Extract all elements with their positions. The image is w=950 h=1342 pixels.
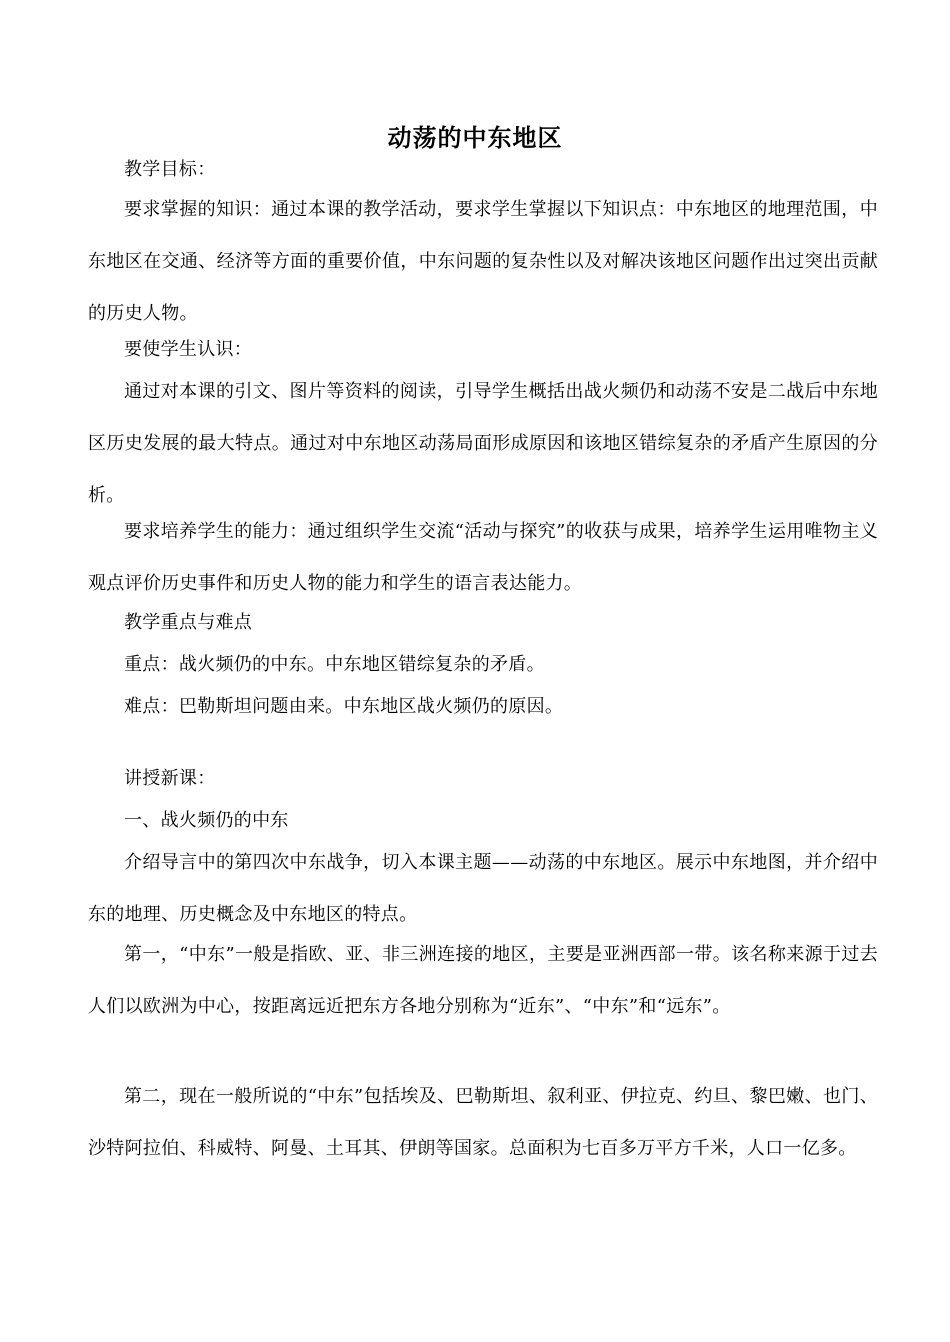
section-heading-1: 一、战火频仍的中东 (124, 810, 289, 831)
paragraph-second-point: 第二，现在一般所说的“中东”包括埃及、巴勒斯坦、叙利亚、伊拉克、约旦、黎巴嫩、也门、沙特阿拉伯、科威特、阿曼、土耳其、伊朗等国家。总面积为七百多万平方千米，人口一亿多。 (88, 1086, 878, 1159)
paragraph-awareness-heading: 要使学生认识： (124, 339, 253, 360)
paragraph-new-lesson-heading: 讲授新课： (124, 768, 216, 789)
paragraph-awareness-content: 通过对本课的引文、图片等资料的阅读，引导学生概括出战火频仍和动荡不安是二战后中东地区历史发展的最大特点。通过对中东地区动荡局面形成原因和该地区错综复杂的矛盾产生原因的分析。 (88, 381, 878, 506)
paragraph-difficult-points: 难点：巴勒斯坦问题由来。中东地区战火频仍的原因。 (124, 696, 564, 717)
paragraph-introduction: 介绍导言中的第四次中东战争，切入本课主题——动荡的中东地区。展示中东地图，并介绍中东的地理、历史概念及中东地区的特点。 (88, 852, 878, 925)
paragraph-key-points-heading: 教学重点与难点 (124, 612, 253, 633)
document-title: 动荡的中东地区 (387, 124, 563, 152)
paragraph-first-point: 第一，“中东”一般是指欧、亚、非三洲连接的地区，主要是亚洲西部一带。该名称来源于过去人们以欧洲为中心，按距离远近把东方各地分别称为“近东”、“中东”和“远东”。 (88, 944, 878, 1017)
paragraph-teaching-goals-heading: 教学目标： (124, 159, 216, 180)
paragraph-knowledge-requirements: 要求掌握的知识：通过本课的教学活动，要求学生掌握以下知识点：中东地区的地理范围，中东地区在交通、经济等方面的重要价值，中东问题的复杂性以及对解决该地区问题作出过突出贡献的历史人物。 (88, 199, 878, 324)
paragraph-abilities: 要求培养学生的能力：通过组织学生交流“活动与探究”的收获与成果，培养学生运用唯物主义观点评价历史事件和历史人物的能力和学生的语言表达能力。 (88, 521, 878, 594)
paragraph-key-points: 重点：战火频仍的中东。中东地区错综复杂的矛盾。 (124, 654, 545, 675)
